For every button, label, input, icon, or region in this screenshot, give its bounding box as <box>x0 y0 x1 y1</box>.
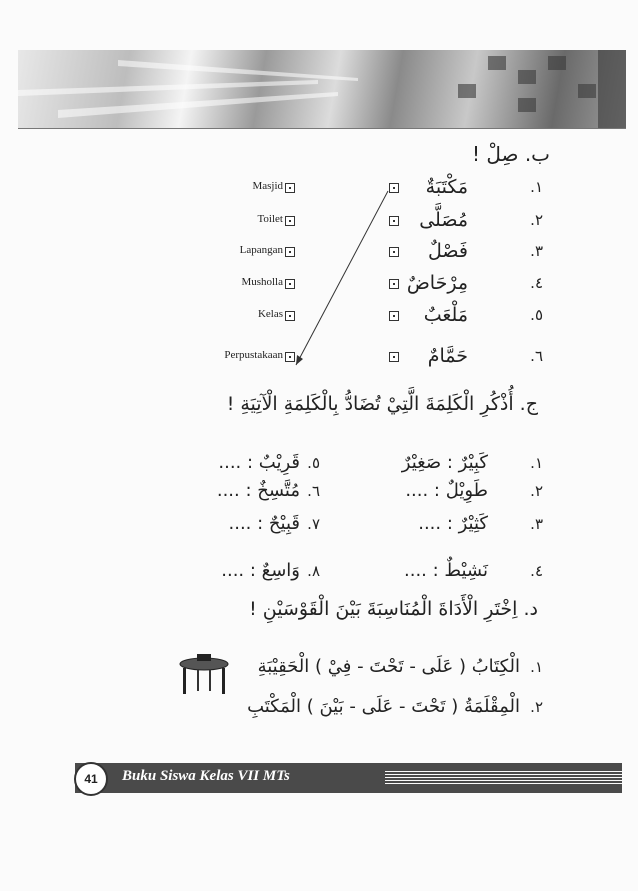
match-line <box>280 185 400 375</box>
antonym-right-item: كَثِيْرٌ : .... <box>418 513 488 534</box>
antonym-left-number: ٥. <box>307 454 320 472</box>
section-b-arabic-word: مُصَلَّى <box>419 209 468 231</box>
section-b-arabic-word: مَلْعَبٌ <box>423 304 468 326</box>
page-number: 41 <box>74 762 108 796</box>
section-c-heading: ج. أُذْكُرِ الْكَلِمَةَ الَّتِيْ تُضَادُّ بِالْكَلِمَةِ الْآتِيَةِ ! <box>226 393 538 415</box>
section-b-latin-word: Perpustakaan <box>224 349 283 361</box>
section-b-arabic-word: مِرْحَاضٌ <box>406 272 468 294</box>
section-b-heading: ب. صِلْ ! <box>471 142 550 166</box>
antonym-right-number: ١. <box>530 454 543 472</box>
banner-divider <box>18 128 626 129</box>
footer-title: Buku Siswa Kelas VII MTs <box>122 768 290 784</box>
section-b-latin-word: Masjid <box>252 180 283 192</box>
section-b-arabic-word: حَمَّامٌ <box>427 345 468 367</box>
section-b-row-number: ٤. <box>530 274 543 292</box>
antonym-left-item: مُتَّسِخٌ : .... <box>216 480 300 501</box>
section-b-latin-word: Musholla <box>241 276 283 288</box>
section-b-arabic-word: مَكْتَبَةٌ <box>425 176 468 198</box>
footer-stripes <box>385 771 622 785</box>
antonym-right-item: طَوِيْلٌ : .... <box>405 480 488 501</box>
antonym-left-number: ٨. <box>307 562 320 580</box>
section-b-latin-word: Toilet <box>257 213 283 225</box>
choice-number: ٢. <box>530 698 543 716</box>
antonym-left-number: ٦. <box>307 482 320 500</box>
antonym-left-item: قَرِيْبٌ : .... <box>218 452 300 473</box>
section-b-row-number: ١. <box>530 178 543 196</box>
antonym-right-number: ٢. <box>530 482 543 500</box>
section-b-arabic-word: فَصْلٌ <box>428 240 468 262</box>
choice-sentence: الْمِقْلَمَةُ ( تَحْتَ - عَلَى - بَيْنَ ) الْمَكْتَبِ <box>247 696 520 717</box>
section-b-row-number: ٦. <box>530 347 543 365</box>
antonym-right-item: نَشِيْطٌ : .... <box>404 560 488 581</box>
antonym-left-number: ٧. <box>307 515 320 533</box>
section-b-row-number: ٢. <box>530 211 543 229</box>
section-b-row-number: ٥. <box>530 306 543 324</box>
table-icon <box>175 650 235 700</box>
antonym-left-item: وَاسِعٌ : .... <box>221 560 300 581</box>
antonym-right-number: ٤. <box>530 562 543 580</box>
section-b-latin-word: Lapangan <box>239 244 283 256</box>
antonym-right-item: كَبِيْرٌ : صَغِيْرٌ <box>401 452 488 473</box>
banner-pattern <box>18 50 626 128</box>
section-b-latin-word: Kelas <box>257 308 283 320</box>
choice-sentence: الْكِتَابُ ( عَلَى - تَحْتَ - فِيْ ) الْحَقِيْبَةِ <box>257 656 520 677</box>
header-banner <box>18 50 626 128</box>
antonym-right-number: ٣. <box>530 515 543 533</box>
choice-number: ١. <box>530 658 543 676</box>
section-b-row-number: ٣. <box>530 242 543 260</box>
antonym-left-item: قَبِيْحٌ : .... <box>228 513 300 534</box>
section-d-heading: د. اِخْتَرِ الْأَدَاةَ الْمُنَاسِبَةَ بَيْنَ الْقَوْسَيْنِ ! <box>249 598 538 620</box>
